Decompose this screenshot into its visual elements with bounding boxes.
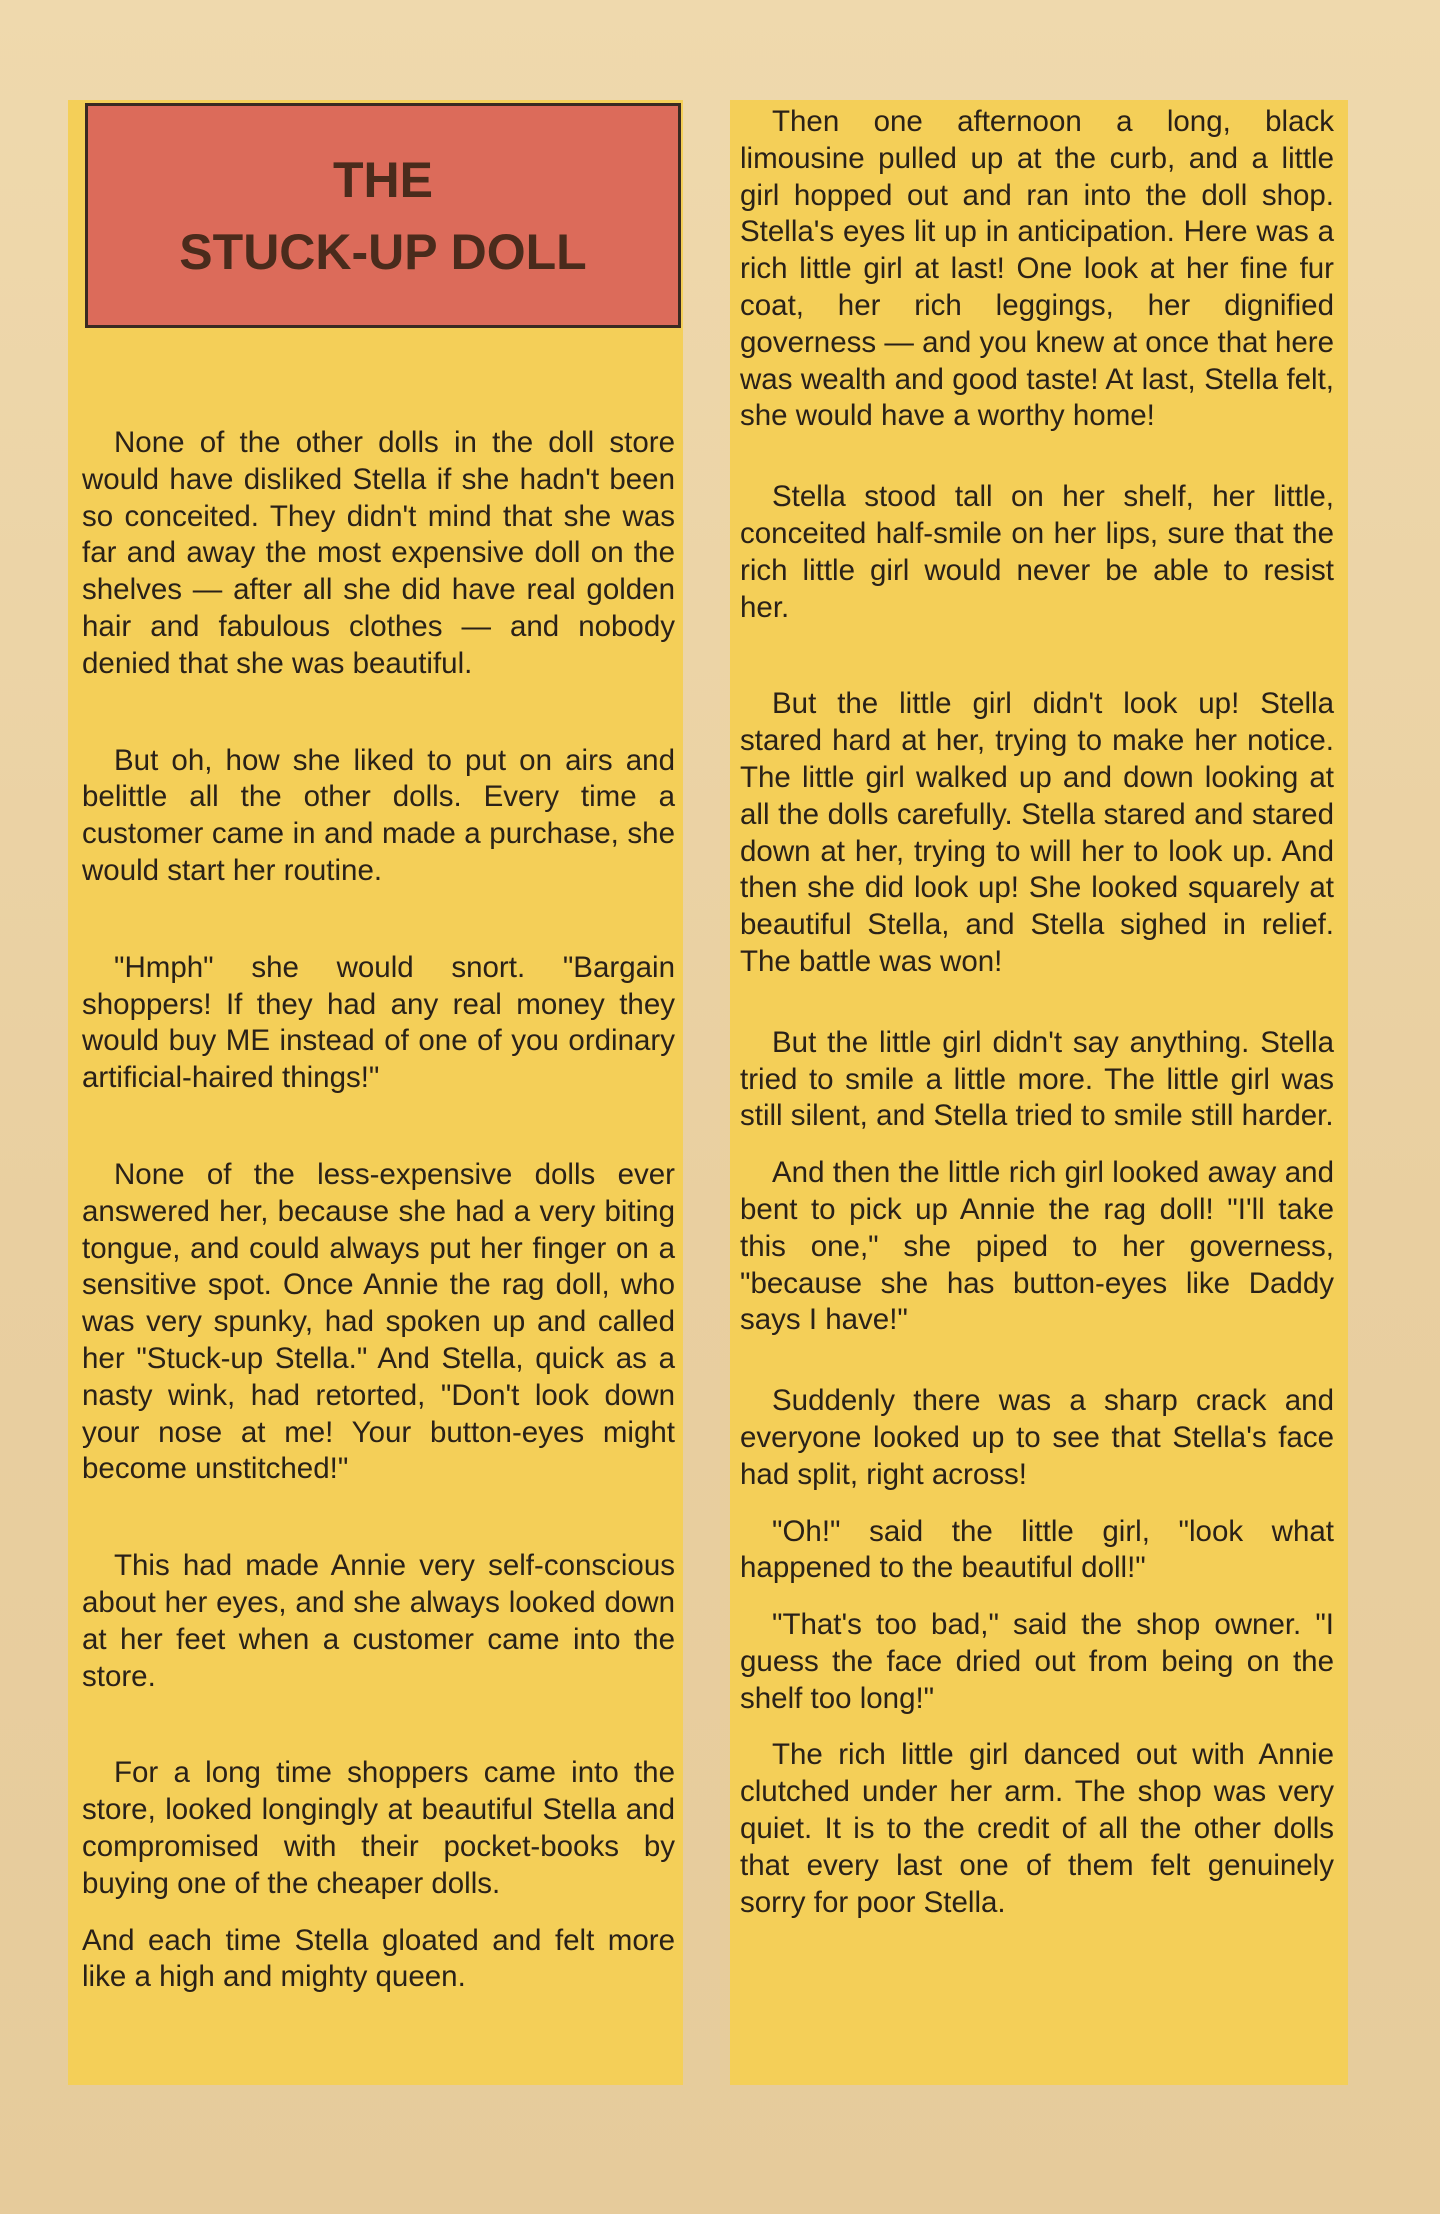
story-paragraph: And each time Stella gloated and felt more like a high and mighty queen. bbox=[82, 1923, 675, 1994]
story-paragraph: "Oh!" said the little girl, "look what happened to the beautiful doll!" bbox=[740, 1514, 1334, 1585]
right-text-column bbox=[730, 100, 1348, 2085]
story-paragraph: But the little girl didn't look up! Stella stared hard at her, trying to make her notice. The little girl walked up and down looking at all the dolls carefully. Stella stared and stared down at her, trying to will her to look up. And then she did look up! She looked squarely at beautiful Stella, and Stella sighed in relief. The battle was won! bbox=[740, 687, 1334, 978]
left-text-column bbox=[68, 100, 683, 2085]
story-paragraph: But the little girl didn't say anything. Stella tried to smile a little more. The little girl was still silent, and Stella tried to smile still harder. bbox=[740, 1025, 1334, 1133]
story-paragraph: This had made Annie very self-conscious about her eyes, and she always looked down at her feet when a customer came into the store. bbox=[82, 1549, 675, 1693]
story-paragraph: And then the little rich girl looked away and bent to pick up Annie the rag doll! "I'll take this one," she piped to her governess, "because she has button-eyes like Daddy says I have!" bbox=[740, 1156, 1334, 1337]
story-paragraph: Stella stood tall on her shelf, her little, conceited half-smile on her lips, sure that the rich little girl would never be able to resist her. bbox=[740, 480, 1334, 624]
story-paragraph: But oh, how she liked to put on airs and belittle all the other dolls. Every time a customer came in and made a purchase, she would start her routine. bbox=[82, 743, 675, 887]
story-paragraph: None of the less-expensive dolls ever answered her, because she had a very biting tongue, and could always put her finger on a sensitive spot. Once Annie the rag doll, who was very spunky, had spoken up and called her "Stuck-up Stella." And Stella, quick as a nasty wink, had retorted, "Don't look down your nose at me! Your button-eyes might become unstitched!" bbox=[82, 1157, 675, 1486]
story-title-box bbox=[85, 103, 681, 328]
story-paragraph: "That's too bad," said the shop owner. "I guess the face dried out from being on the shelf too long!" bbox=[740, 1608, 1334, 1715]
story-paragraph: Suddenly there was a sharp crack and everyone looked up to see that Stella's face had split, right across! bbox=[740, 1384, 1334, 1491]
story-paragraph: None of the other dolls in the doll store would have disliked Stella if she hadn't been so conceited. They didn't mind that she was far and away the most expensive doll on the shelves — after all she did have real golden hair and fabulous clothes — and nobody denied that she was beautiful. bbox=[82, 426, 675, 680]
story-paragraph: For a long time shoppers came into the store, looked longingly at beautiful Stella and compromised with their pocket-books by buying one of the cheaper dolls. bbox=[82, 1756, 675, 1900]
story-paragraph: The rich little girl danced out with Annie clutched under her arm. The shop was very quiet. It is to the credit of all the other dolls that every last one of them felt genuinely sorry for poor Stella. bbox=[740, 1738, 1334, 1919]
story-title-line-1: THE bbox=[333, 151, 433, 208]
story-title-line-2: STUCK-UP DOLL bbox=[179, 223, 587, 280]
story-paragraph: Then one afternoon a long, black limousine pulled up at the curb, and a little girl hopped out and ran into the doll shop. Stella's eyes lit up in anticipation. Here was a rich little girl at last! One look at her fine fur coat, her rich leggings, her dignified governess — and you knew at once that here was wealth and good taste! At last, Stella felt, she would have a worthy home! bbox=[740, 105, 1334, 433]
story-paragraph: "Hmph" she would snort. "Bargain shoppers! If they had any real money they would buy ME instead of one of you ordinary artificial-haired things!" bbox=[82, 950, 675, 1095]
